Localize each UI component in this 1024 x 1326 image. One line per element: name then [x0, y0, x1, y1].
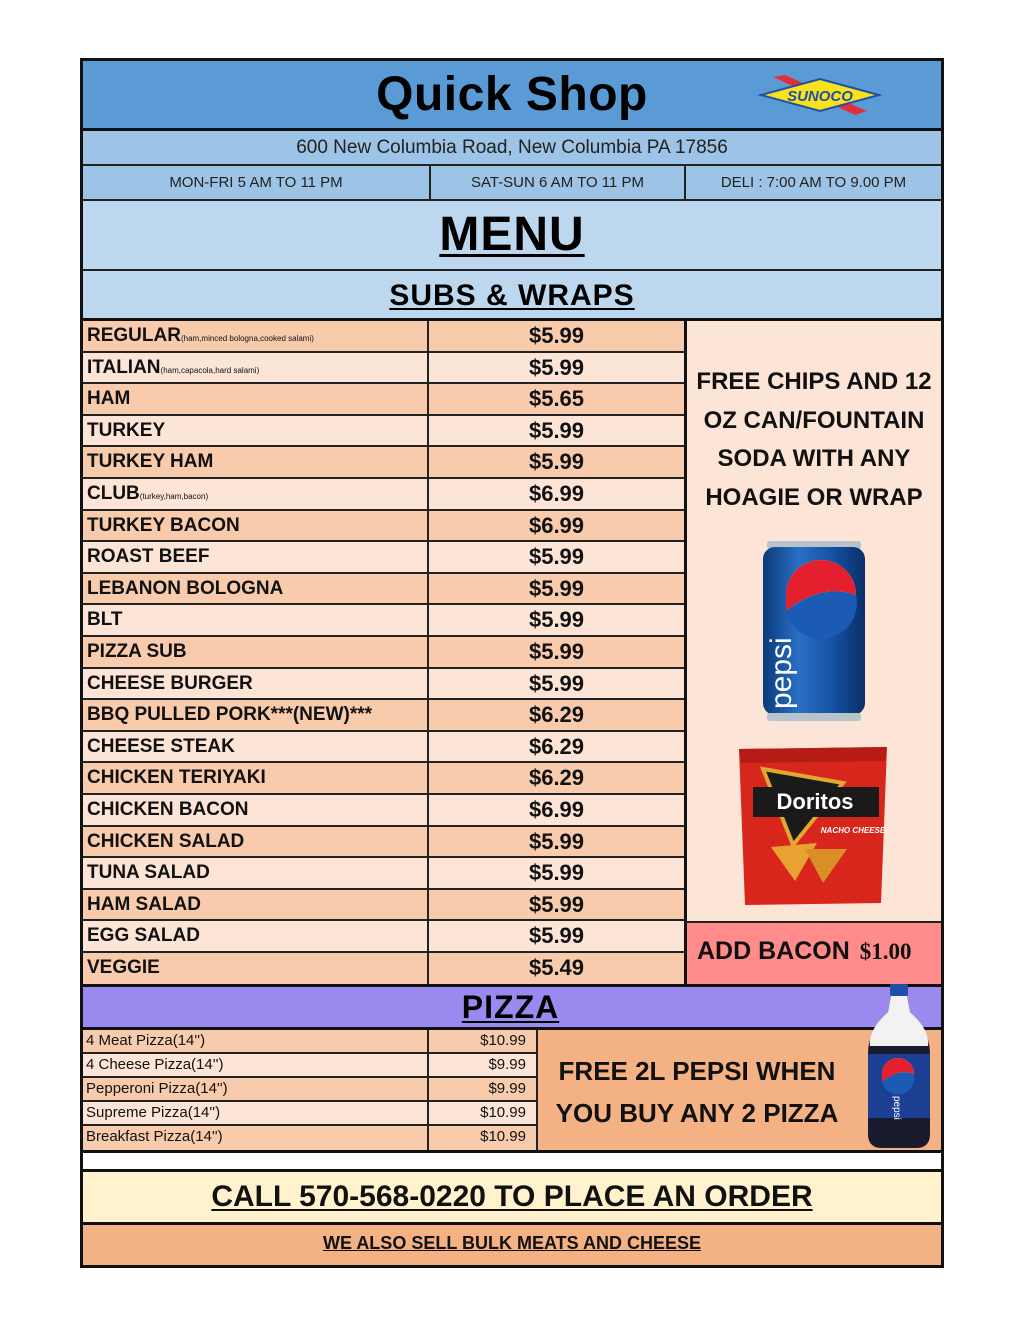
pepsi-can-icon — [759, 539, 869, 723]
item-description: (ham,minced bologna,cooked salami) — [180, 334, 314, 343]
bulk-meats-text: WE ALSO SELL BULK MEATS AND CHEESE — [322, 1233, 702, 1253]
svg-text:NACHO CHEESE: NACHO CHEESE — [820, 826, 886, 835]
item-price: $5.99 — [528, 828, 585, 854]
item-description: (ham,capacola,hard salami) — [160, 365, 260, 375]
item-name: CHICKEN BACON — [87, 798, 249, 820]
menu-item-row — [83, 447, 684, 479]
menu-item-row — [83, 605, 684, 637]
item-name: VEGGIE — [87, 956, 160, 978]
item-price: $6.29 — [528, 702, 585, 728]
menu-item-row — [83, 637, 684, 669]
item-description: (turkey,ham,bacon) — [139, 491, 209, 501]
menu-item-row — [83, 700, 684, 732]
subs-table — [83, 321, 684, 984]
item-name: TURKEY HAM — [87, 451, 214, 473]
menu-item-row — [83, 542, 684, 574]
item-price: $10.99 — [480, 1032, 526, 1049]
item-name: TURKEY BACON — [87, 514, 240, 536]
call-to-order-text: CALL 570-568-0220 TO PLACE AN ORDER — [211, 1180, 813, 1213]
item-name: 4 Cheese Pizza(14'') — [83, 1054, 429, 1076]
store-title: Quick Shop — [376, 68, 648, 121]
pizza-heading: PIZZA — [461, 989, 560, 1025]
pizza-item-row — [83, 1030, 536, 1054]
pizza-promo-text: FREE 2L PEPSI WHEN YOU BUY ANY 2 PIZZA — [555, 1056, 839, 1128]
item-name: CHICKEN TERIYAKI — [87, 767, 266, 789]
menu-item-row — [83, 921, 684, 953]
pizza-item-row — [83, 1054, 536, 1078]
svg-text:pepsi: pepsi — [891, 1096, 902, 1120]
menu-item-row — [83, 732, 684, 764]
hours-bar — [83, 166, 941, 201]
item-price: $5.99 — [528, 638, 585, 664]
item-price: $5.99 — [528, 891, 585, 917]
item-price: $5.99 — [528, 575, 585, 601]
pizza-item-row — [83, 1102, 536, 1126]
pizza-table — [83, 1030, 536, 1150]
item-name: HAM SALAD — [87, 893, 201, 915]
item-name: LEBANON BOLOGNA — [87, 577, 284, 599]
item-price: $5.99 — [528, 607, 585, 633]
menu-item-row — [83, 574, 684, 606]
addon-price: $1.00 — [859, 939, 912, 964]
menu-item-row — [83, 827, 684, 859]
item-price: $5.99 — [528, 417, 585, 443]
item-price: $5.99 — [528, 323, 585, 348]
item-price: $5.99 — [528, 860, 585, 886]
item-name: 4 Meat Pizza(14'') — [83, 1030, 429, 1052]
item-price: $5.49 — [528, 954, 585, 980]
item-name: CHEESE STEAK — [87, 735, 235, 757]
pizza-item-row — [83, 1126, 536, 1150]
item-name: CHICKEN SALAD — [87, 830, 245, 852]
item-name: Supreme Pizza(14'') — [83, 1102, 429, 1124]
subs-heading-bar — [83, 271, 941, 321]
menu-heading-bar — [83, 201, 941, 271]
deli-hours: DELI : 7:00 AM TO 9.00 PM — [720, 174, 907, 191]
item-price: $9.99 — [488, 1056, 526, 1073]
sunoco-logo-icon — [755, 73, 885, 117]
item-price: $10.99 — [480, 1128, 526, 1145]
weekend-hours: SAT-SUN 6 AM TO 11 PM — [431, 166, 686, 199]
menu-item-row — [83, 384, 684, 416]
menu-item-row — [83, 479, 684, 511]
item-price: $10.99 — [480, 1104, 526, 1121]
menu-item-row — [83, 763, 684, 795]
spacer-bar — [83, 1150, 941, 1172]
menu-item-row — [83, 416, 684, 448]
svg-text:Doritos: Doritos — [776, 789, 854, 814]
add-bacon-box — [684, 921, 941, 984]
svg-text:SUNOCO: SUNOCO — [787, 88, 853, 105]
item-price: $6.99 — [528, 796, 585, 822]
item-price: $5.65 — [528, 386, 585, 412]
item-name: CHEESE BURGER — [87, 672, 253, 694]
menu-item-row — [83, 511, 684, 543]
item-price: $5.99 — [528, 354, 585, 380]
doritos-chips-icon — [735, 743, 891, 908]
title-bar — [83, 61, 941, 131]
menu-sheet — [80, 58, 944, 1268]
weekday-hours: MON-FRI 5 AM TO 11 PM — [83, 166, 431, 199]
item-name: EGG SALAD — [87, 925, 200, 947]
item-name: Breakfast Pizza(14'') — [83, 1126, 429, 1150]
item-name: Pepperoni Pizza(14'') — [83, 1078, 429, 1100]
item-price: $6.99 — [528, 512, 585, 538]
item-price: $5.99 — [528, 449, 585, 475]
promo-text: FREE CHIPS AND 12 OZ CAN/FOUNTAIN SODA WITH ANY HOAGIE OR WRAP — [696, 368, 932, 511]
item-name: PIZZA SUB — [87, 640, 187, 662]
pizza-item-row — [83, 1078, 536, 1102]
menu-item-row — [83, 321, 684, 353]
addon-label: ADD BACON — [697, 937, 850, 965]
call-to-order-bar — [83, 1172, 941, 1225]
item-name: BLT — [87, 609, 123, 631]
item-price: $6.99 — [528, 480, 585, 506]
menu-item-row — [83, 795, 684, 827]
item-name: HAM — [87, 388, 131, 410]
item-price: $5.99 — [528, 923, 585, 949]
free-2l-pepsi-promo — [536, 1030, 941, 1150]
menu-item-row — [83, 669, 684, 701]
item-price: $6.29 — [528, 765, 585, 791]
free-chips-soda-promo — [684, 321, 941, 921]
item-price: $9.99 — [488, 1080, 526, 1097]
item-name: REGULAR — [87, 325, 181, 346]
address-bar — [83, 131, 941, 166]
store-address: 600 New Columbia Road, New Columbia PA 17856 — [296, 137, 728, 158]
item-name: TUNA SALAD — [87, 862, 210, 884]
pepsi-bottle-icon — [864, 984, 934, 1150]
menu-item-row — [83, 858, 684, 890]
item-name: CLUB — [87, 482, 140, 504]
menu-item-row — [83, 953, 684, 985]
pizza-heading-bar — [83, 984, 941, 1030]
menu-item-row — [83, 890, 684, 922]
svg-text:pepsi: pepsi — [765, 637, 798, 709]
item-price: $5.99 — [528, 544, 585, 570]
item-price: $6.29 — [528, 733, 585, 759]
item-name: ROAST BEEF — [87, 546, 210, 568]
item-name: ITALIAN — [87, 356, 161, 378]
bulk-meats-bar — [83, 1225, 941, 1265]
item-price: $5.99 — [528, 670, 585, 696]
menu-item-row — [83, 353, 684, 385]
item-name: TURKEY — [87, 419, 166, 441]
item-name: BBQ PULLED PORK***(NEW)*** — [87, 704, 373, 726]
menu-heading: MENU — [439, 208, 585, 261]
subs-heading: SUBS & WRAPS — [389, 279, 635, 312]
